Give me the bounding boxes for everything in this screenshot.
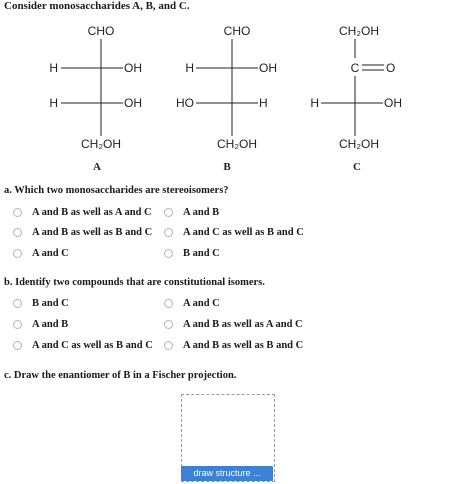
option-label: A and B (32, 318, 69, 330)
radio-button[interactable] (13, 249, 22, 258)
c-bottom-group: CH₂OH (339, 137, 379, 151)
qb-option[interactable] (164, 338, 303, 352)
qa-option[interactable] (13, 225, 152, 239)
b-r2-right: H (259, 96, 268, 110)
b-r2-left: HO (176, 96, 194, 110)
question-c-title: c. Draw the enantiomer of B in a Fischer projection. (4, 370, 237, 381)
b-top-group: CHO (223, 24, 251, 38)
qa-option[interactable] (164, 246, 220, 260)
qa-option[interactable] (13, 205, 152, 219)
structure-a (49, 24, 142, 173)
radio-button[interactable] (13, 299, 22, 308)
a-bottom-group: CH₂OH (81, 137, 121, 151)
option-label: A and B as well as B and C (32, 226, 153, 238)
intro-text: Consider monosaccharides A, B, and C. (4, 0, 190, 12)
question-b-title: b. Identify two compounds that are constitutional isomers. (4, 277, 265, 288)
c-oxygen: O (386, 61, 396, 75)
draw-structure-button[interactable]: draw structure ... (181, 466, 273, 481)
radio-button[interactable] (13, 228, 22, 237)
radio-button[interactable] (164, 341, 173, 350)
option-label: A and B as well as A and C (183, 318, 303, 330)
structure-c (310, 24, 402, 173)
c-r2-left: H (310, 96, 319, 110)
a-top-group: CHO (87, 24, 115, 38)
c-top-group: CH₂OH (339, 24, 379, 38)
b-r1-right: OH (259, 61, 277, 75)
option-label: A and C as well as B and C (183, 226, 304, 238)
a-r1-right: OH (124, 61, 142, 75)
a-r1-left: H (49, 61, 58, 75)
structure-b (176, 24, 277, 173)
radio-button[interactable] (164, 320, 173, 329)
a-r2-right: OH (124, 96, 142, 110)
qb-option[interactable] (13, 338, 153, 352)
qb-option[interactable] (13, 296, 69, 310)
qa-option[interactable] (164, 205, 219, 219)
b-bottom-group: CH₂OH (217, 137, 257, 151)
qb-option[interactable] (164, 296, 220, 310)
option-label: A and C (32, 247, 69, 259)
radio-button[interactable] (13, 341, 22, 350)
option-label: A and B (183, 206, 220, 218)
qb-option[interactable] (13, 317, 68, 331)
radio-button[interactable] (164, 249, 173, 258)
option-label: A and C as well as B and C (32, 339, 153, 351)
radio-button[interactable] (164, 299, 173, 308)
option-label: B and C (32, 297, 69, 309)
a-r2-left: H (49, 96, 58, 110)
option-label: A and C (183, 297, 220, 309)
b-r1-left: H (185, 61, 194, 75)
qa-option[interactable] (164, 225, 304, 239)
option-label: A and B as well as A and C (32, 206, 152, 218)
b-caption: B (223, 161, 231, 173)
option-label: B and C (183, 247, 220, 259)
option-label: A and B as well as B and C (183, 339, 304, 351)
radio-button[interactable] (13, 320, 22, 329)
c-r2-right: OH (384, 96, 402, 110)
qb-option[interactable] (164, 317, 303, 331)
radio-button[interactable] (164, 228, 173, 237)
question-a-title: a. Which two monosaccharides are stereoisomers? (4, 185, 229, 196)
radio-button[interactable] (164, 208, 173, 217)
qa-option[interactable] (13, 246, 69, 260)
c-carbonyl-carbon: C (350, 61, 360, 75)
fischer-projections (0, 0, 474, 180)
radio-button[interactable] (13, 208, 22, 217)
a-caption: A (93, 161, 101, 173)
c-caption: C (353, 161, 361, 173)
